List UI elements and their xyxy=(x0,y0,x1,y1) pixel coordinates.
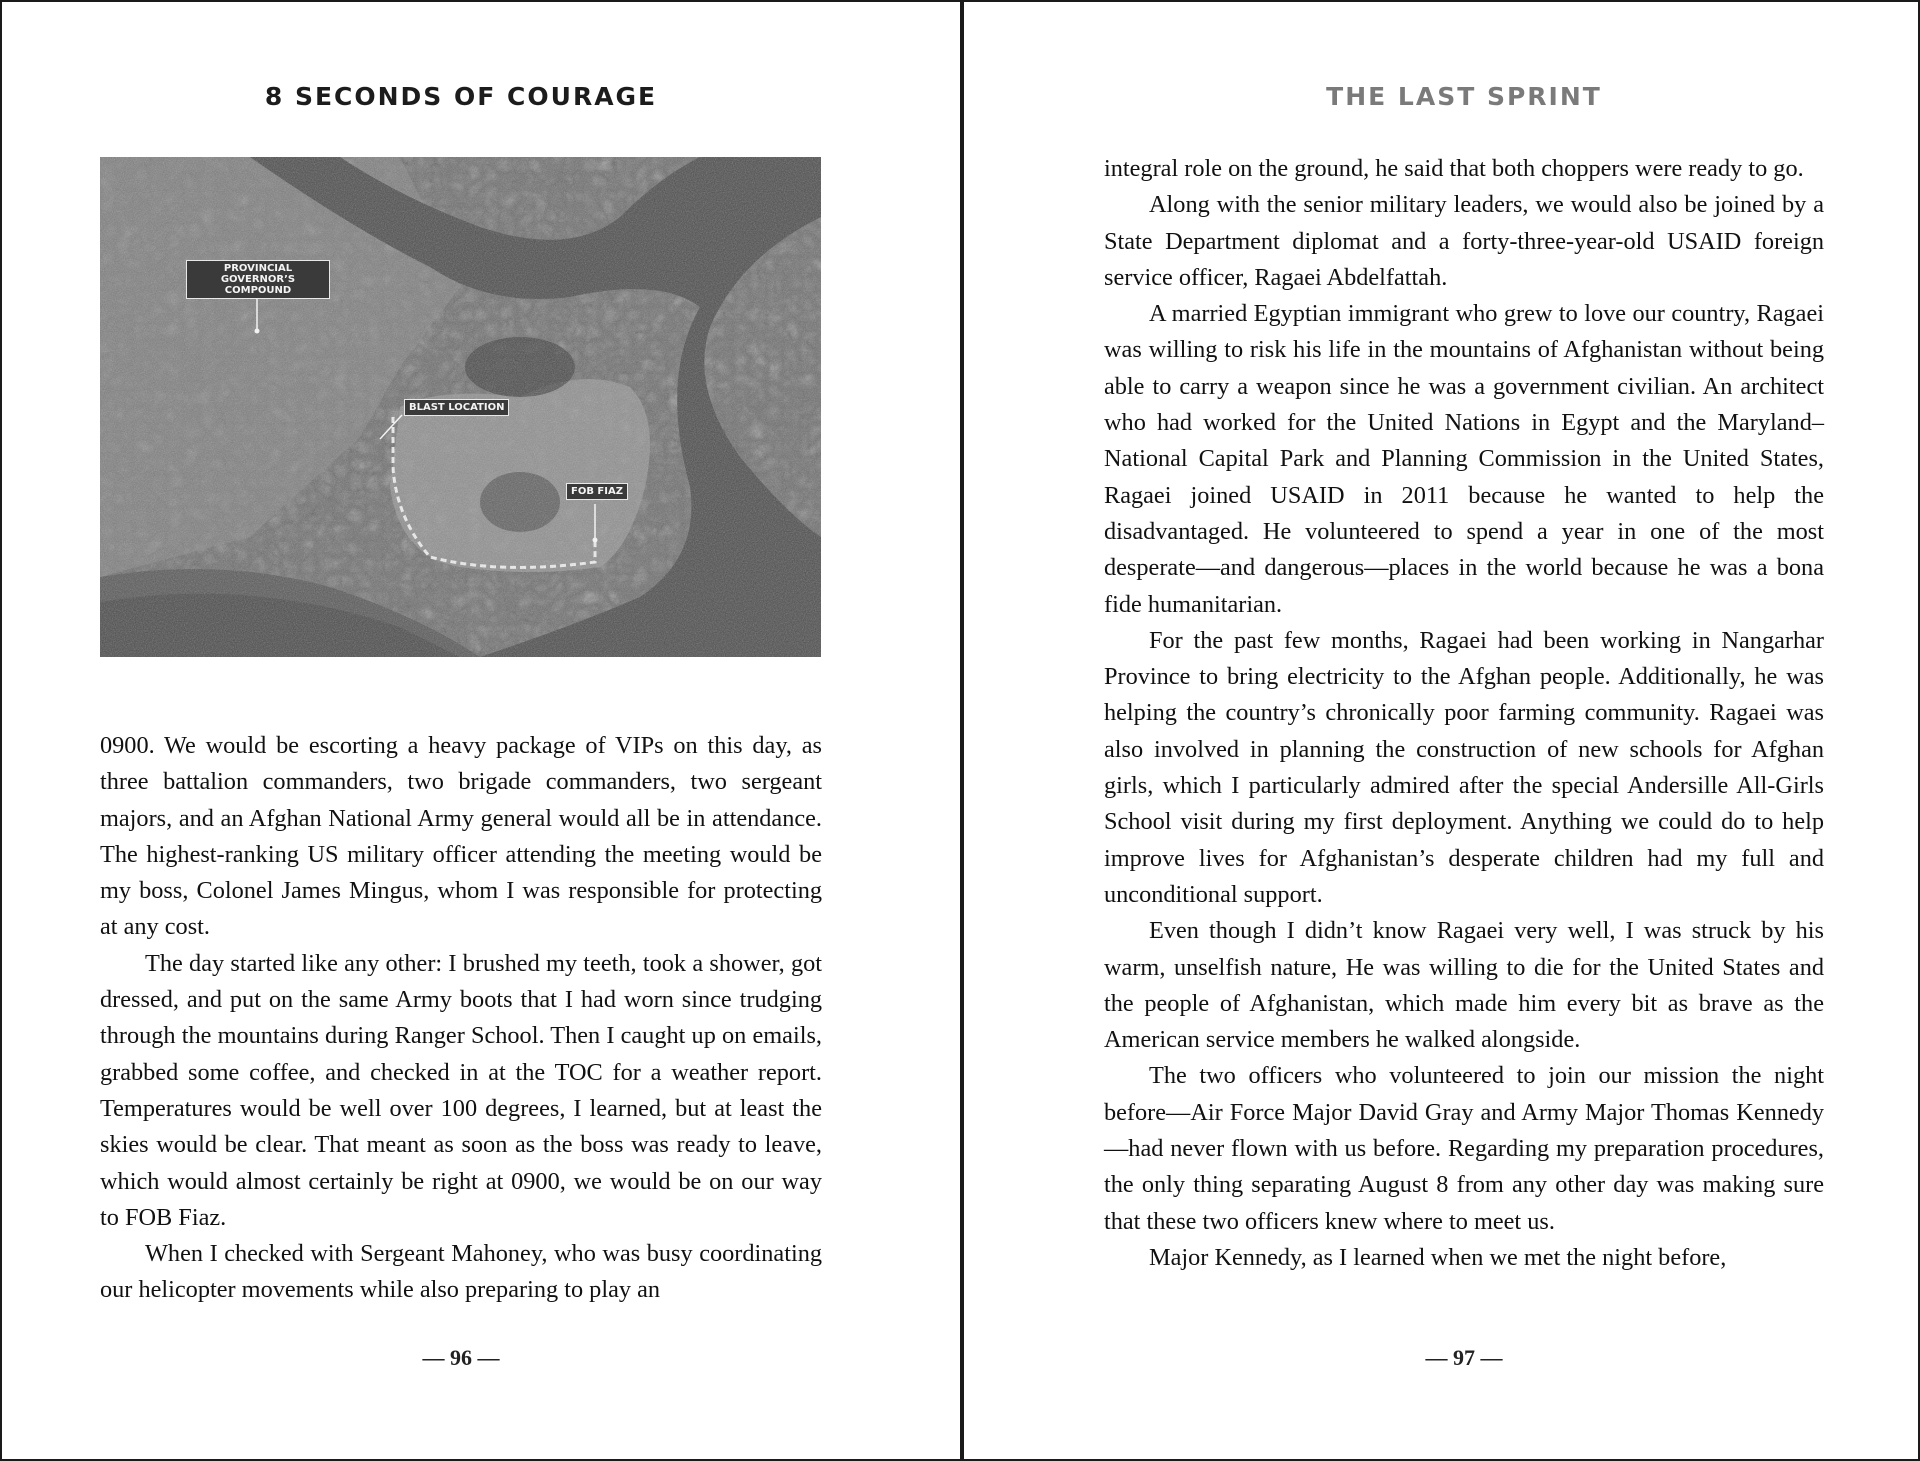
paragraph: The two officers who volunteered to join our mission the night before—Air Force Major David Gray and Army Major Thomas Kennedy—had never flown with us before. Regarding my preparation procedures, the only thing separating August 8 from any other day was making sure that these two officers knew where to meet us. xyxy=(1104,1062,1824,1235)
map-label-blast-location: BLAST LOCATION xyxy=(404,399,509,416)
page-gutter xyxy=(960,2,964,1459)
map-label-governor-compound: PROVINCIAL GOVERNOR’S COMPOUND xyxy=(186,260,330,299)
page-number-right: — 97 — xyxy=(1425,1345,1503,1370)
left-page xyxy=(100,2,822,1459)
right-page xyxy=(1104,2,1824,1459)
paragraph: 0900. We would be escorting a heavy package of VIPs on this day, as three battalion commanders, two brigade commanders, two sergeant majors, and an Afghan National Army general would all be in attendance. The highest-ranking US military officer attending the meeting would be my boss, Colonel James Mingus, whom I was responsible for protecting at any cost. xyxy=(100,732,822,941)
paragraph: Even though I didn’t know Ragaei very well, I was struck by his warm, unselfish nature, He was willing to die for the United States and the people of Afghanistan, which made him every bit as brave as the American service members he walked alongside. xyxy=(1104,917,1824,1054)
paragraph: A married Egyptian immigrant who grew to love our country, Ragaei was willing to risk his life in the mountains of Afghanistan without being able to carry a weapon since he was a government civilian. An architect who had worked for the United Nations in Egypt and the Maryland–National Capital Park and Planning Commission in the United States, Ragaei joined USAID in 2011 because he wanted to help the disadvantaged. He volunteered to spend a year in one of the most desperate—and dangerous—places in the world because he was a bona fide humanitarian. xyxy=(1104,300,1824,618)
paragraph: integral role on the ground, he said that both choppers were ready to go. xyxy=(1104,155,1804,182)
running-head-right: THE LAST SPRINT xyxy=(1326,82,1602,111)
aerial-map-photo xyxy=(100,157,821,657)
paragraph: When I checked with Sergeant Mahoney, who was busy coordinating our helicopter movements while also preparing to play an xyxy=(100,1240,822,1304)
paragraph: Major Kennedy, as I learned when we met the night before, xyxy=(1149,1243,1727,1271)
body-text-left xyxy=(100,728,822,1309)
paragraph: Along with the senior military leaders, we would also be joined by a State Department diplomat and a forty-three-year-old USAID foreign service officer, Ragaei Abdelfattah. xyxy=(1104,191,1824,291)
body-text-right xyxy=(1104,151,1824,1276)
map-label-fob-fiaz: FOB FIAZ xyxy=(566,483,628,500)
paragraph: For the past few months, Ragaei had been working in Nangarhar Province to bring electricity to the Afghan people. Additionally, he was helping the country’s chronically poor farming community. Ragaei was also involved in planning the construction of new schools for Afghan girls, which I particularly admired after the special Andersille All-Girls School visit during my first deployment. Anything we could do to help improve lives for Afghanistan’s desperate children had my full and unconditional support. xyxy=(1104,626,1824,908)
page-number-left: — 96 — xyxy=(422,1345,500,1370)
paragraph: The day started like any other: I brushed my teeth, took a shower, got dressed, and put on the same Army boots that I had worn since trudging through the mountains during Ranger School. Then I caught up on emails, grabbed some coffee, and checked in at the TOC for a weather report. Temperatures would be well over 100 degrees, I learned, but at least the skies would be clear. That meant as soon as the boss was ready to leave, which would almost certainly be right at 0900, we would be on our way to FOB Fiaz. xyxy=(100,949,822,1231)
running-head-left: 8 SECONDS OF COURAGE xyxy=(264,82,658,111)
